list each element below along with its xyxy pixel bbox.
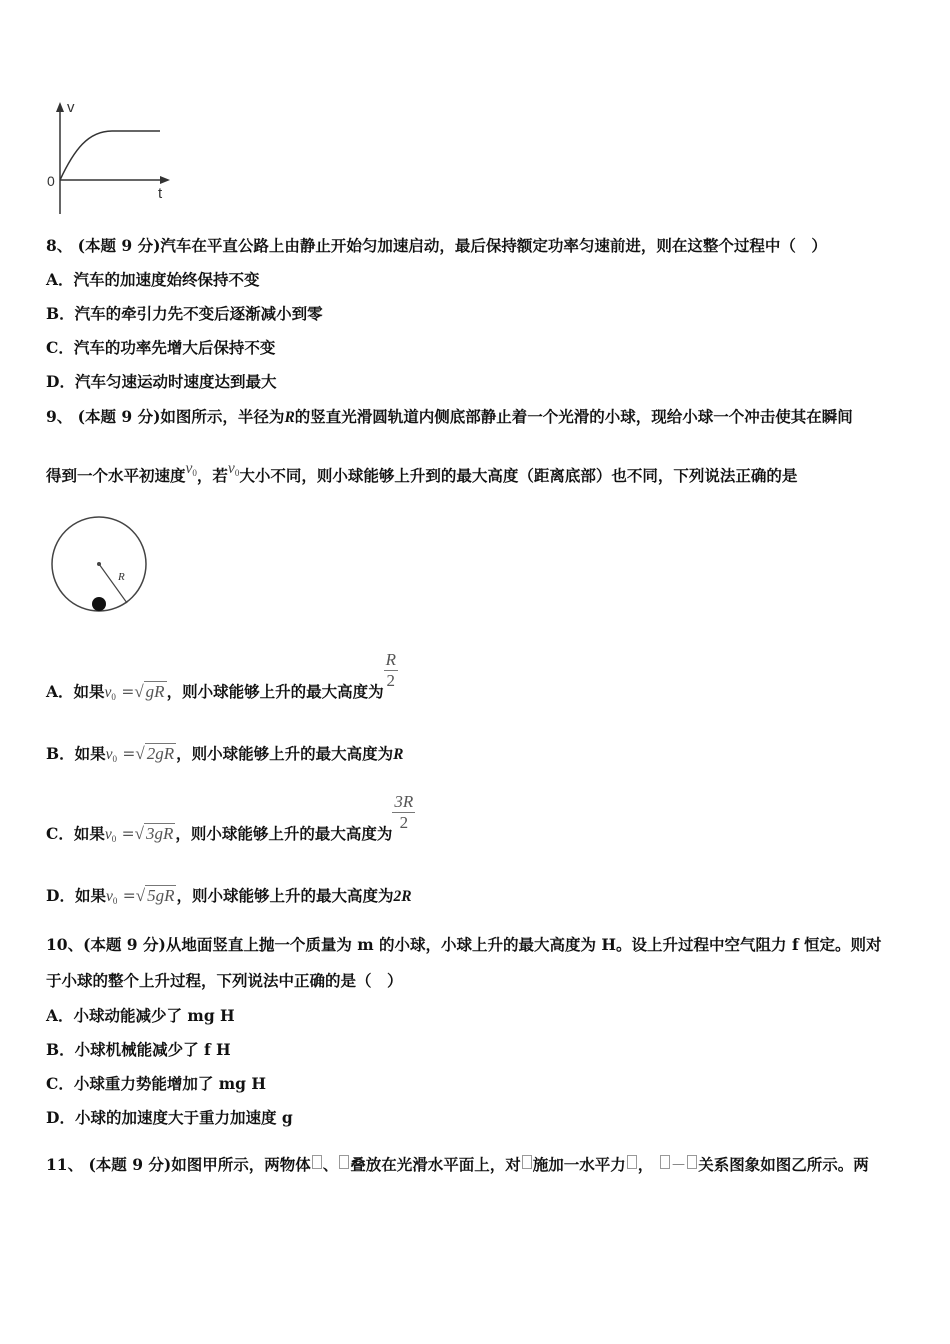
missing-glyph-icon [627,1155,637,1169]
q10-option-d[interactable]: D．小球的加速度大于重力加速度 g [46,1108,293,1127]
missing-glyph-icon [687,1155,697,1169]
axis-x-label: t [158,185,163,202]
missing-glyph-icon [522,1155,532,1169]
q10-option-b[interactable]: B．小球机械能减少了 f H [46,1040,231,1059]
q8-option-c[interactable]: C．汽车的功率先增大后保持不变 [46,338,276,357]
radius-label: R [118,571,125,583]
ball [92,597,106,611]
missing-glyph-icon [660,1155,670,1169]
q8-option-d[interactable]: D．汽车匀速运动时速度达到最大 [46,372,277,391]
q9-option-d[interactable]: D．如果$v_0$ =√ 5gR ，则小球能够上升的最大高度为2R [46,886,412,906]
missing-glyph-icon [339,1155,349,1169]
q9-stem: 9、 (本题 9 分)如图所示，半径为R的竖直光滑圆轨道内侧底部静止着一个光滑的小球，现给小球一个冲击使其在瞬间 [46,407,853,426]
q10-stem: 10、(本题 9 分)从地面竖直上抛一个质量为 m 的小球，小球上升的最大高度为 H。设上升过程中空气阻力 f 恒定。则对 [46,935,882,954]
q10-stem-2: 于小球的整个上升过程，下列说法中正确的是（ ） [46,971,403,990]
q9-stem-2: 得到一个水平初速度$v_0$，若$v_0$大小不同，则小球能够上升到的最大高度（距离底部）也不同，下列说法正确的是 [46,460,798,485]
q9-option-b[interactable]: B．如果$v_0$ =√ 2gR ，则小球能够上升的最大高度为R [46,744,404,764]
q11-stem: 11、 (本题 9 分)如图甲所示，两物体 、 叠放在光滑水平面上，对 施加一水平力 ， － 关系图象如图乙所示。两 [46,1155,869,1174]
axis-y-label: v [67,99,75,116]
q10-option-a[interactable]: A．小球动能减少了 mg H [46,1006,235,1025]
missing-glyph-icon [312,1155,322,1169]
origin-label: 0 [47,173,55,189]
q9-option-a[interactable]: A．如果$v_0$ =√ gR ，则小球能够上升的最大高度为 $\frac{R}{2}$ [46,650,396,702]
circle-track-figure [46,514,154,618]
q8-option-a[interactable]: A．汽车的加速度始终保持不变 [46,270,260,289]
q10-option-c[interactable]: C．小球重力势能增加了 mg H [46,1074,267,1093]
q9-option-c[interactable]: C．如果$v_0$ =√ 3gR ，则小球能够上升的最大高度为 $\frac{3R}{2}$ [46,792,414,844]
q8-option-b[interactable]: B．汽车的牵引力先不变后逐渐减小到零 [46,304,323,323]
q8-stem: 8、 (本题 9 分)汽车在平直公路上由静止开始匀加速启动，最后保持额定功率匀速前进，则在这整个过程中（ ） [46,236,827,255]
vt-graph [40,98,180,220]
